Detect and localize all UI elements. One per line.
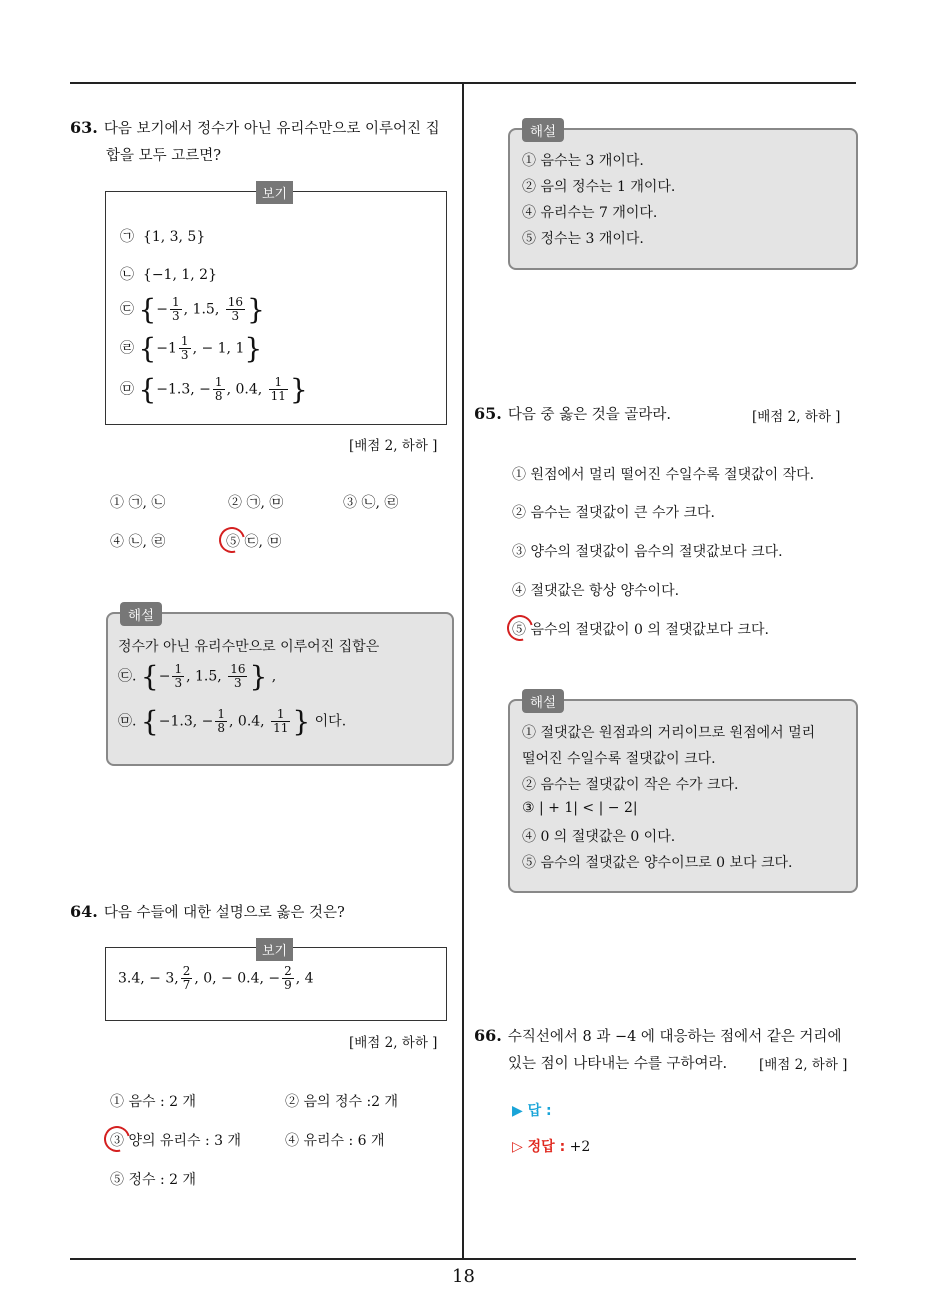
q63-example-tag: 보기: [256, 181, 293, 204]
q63-solution-line-1: 정수가 아닌 유리수만으로 이루어진 집합은: [118, 639, 380, 655]
q65-solution-line-3: ② 음수는 절댓값이 작은 수가 크다.: [522, 777, 739, 793]
q64-solution-line-3: ④ 유리수는 7 개이다.: [522, 205, 658, 221]
q65-solution-line-5: ④ 0 의 절댓값은 0 이다.: [522, 829, 676, 845]
q64-number: 64.: [70, 902, 98, 921]
q65-text: 다음 중 옳은 것을 골라라.: [507, 407, 671, 423]
q63-item-c: ㉢ {− $\frac{1}{3}$ , 1.5, $\frac{16}{3}$ }: [120, 293, 265, 326]
q64-choice-1[interactable]: ① 음수 : 2 개: [110, 1094, 196, 1110]
q65-choice-5[interactable]: ⑤ 음수의 절댓값이 0 의 절댓값보다 크다.: [512, 622, 769, 638]
q64-score: [배점 2, 하하 ]: [349, 1035, 438, 1051]
q66-number: 66.: [474, 1026, 502, 1045]
q63-answer-mark: [214, 522, 250, 558]
q63-item-b: ㉡ {−1, 1, 2}: [120, 267, 217, 283]
q64-choice-2[interactable]: ② 음의 정수 :2 개: [285, 1094, 399, 1110]
q65-solution-tag: 해설: [522, 689, 564, 713]
q65-choice-2[interactable]: ② 음수는 절댓값이 큰 수가 크다.: [512, 505, 715, 521]
q64-choice-4[interactable]: ④ 유리수 : 6 개: [285, 1133, 385, 1149]
page-number: 18: [452, 1266, 475, 1287]
q64-choice-5[interactable]: ⑤ 정수 : 2 개: [110, 1172, 196, 1188]
q64-solution-tag: 해설: [522, 118, 564, 142]
q66-score: [배점 2, 하하 ]: [759, 1057, 848, 1073]
q65-solution-line-6: ⑤ 음수의 절댓값은 양수이므로 0 보다 크다.: [522, 855, 793, 871]
q63-choice-1[interactable]: ① ㉠, ㉡: [110, 495, 166, 511]
q63-choice-4[interactable]: ④ ㉡, ㉣: [110, 534, 166, 550]
q66-text-1: 수직선에서 8 과 −4 에 대응하는 점에서 같은 거리에: [507, 1029, 842, 1045]
q65-solution-line-1: ① 절댓값은 원점과의 거리이므로 원점에서 멀리: [522, 725, 816, 741]
q63-item-e: ㉤ {−1.3, − $\frac{1}{8}$ , 0.4, $\frac{1}{11}$ }: [120, 373, 308, 406]
q63-choice-5[interactable]: ⑤ ㉢, ㉤: [226, 534, 282, 550]
q64-text: 다음 수들에 대한 설명으로 옳은 것은?: [103, 905, 345, 921]
bottom-rule: [70, 1258, 856, 1260]
q63-solution-line-2: ㉢. {− $\frac{1}{3}$ , 1.5, $\frac{16}{3}$ } ,: [118, 660, 277, 693]
q64-solution-line-4: ⑤ 정수는 3 개이다.: [522, 231, 644, 247]
q64-question: [70, 898, 345, 927]
q66-text-2: 있는 점이 나타내는 수를 구하여라.: [508, 1056, 728, 1072]
q63-choice-3[interactable]: ③ ㉡, ㉣: [343, 495, 399, 511]
q65-score: [배점 2, 하하 ]: [752, 409, 841, 425]
q64-example-tag: 보기: [256, 938, 293, 961]
q64-solution-line-2: ② 음의 정수는 1 개이다.: [522, 179, 676, 195]
q66-answer-label: ▶ 답 :: [512, 1103, 552, 1119]
q63-item-a: ㉠ {1, 3, 5}: [120, 229, 206, 245]
q65-solution-line-2: 떨어진 수일수록 절댓값이 크다.: [522, 751, 716, 767]
q63-item-d: ㉣ {−1 $\frac{1}{3}$ , − 1, 1}: [120, 332, 263, 365]
q63-number: 63.: [70, 118, 98, 137]
q64-choice-3[interactable]: ③ 양의 유리수 : 3 개: [110, 1133, 242, 1149]
q65-choice-1[interactable]: ① 원점에서 멀리 떨어진 수일수록 절댓값이 작다.: [512, 467, 815, 483]
q63-choice-2[interactable]: ② ㉠, ㉤: [228, 495, 284, 511]
q64-solution-line-1: ① 음수는 3 개이다.: [522, 153, 644, 169]
q66-correct-label: ▷ 정답 :: [512, 1139, 566, 1155]
q63-solution-line-3: ㉤. {−1.3, − $\frac{1}{8}$ , 0.4, $\frac{1}{11}$ } 이다.: [118, 705, 347, 738]
q65-choice-4[interactable]: ④ 절댓값은 항상 양수이다.: [512, 583, 680, 599]
q63-score: [배점 2, 하하 ]: [349, 438, 438, 454]
q65-choice-3[interactable]: ③ 양수의 절댓값이 음수의 절댓값보다 크다.: [512, 544, 783, 560]
q65-number: 65.: [474, 404, 502, 423]
q65-solution-line-4: ③ | + 1| < | − 2|: [522, 800, 638, 816]
q64-number-list: 3.4, − 3, $\frac{2}{7}$ , 0, − 0.4, − $\frac{2}{9}$ , 4: [118, 964, 314, 992]
q63-text-2: 합을 모두 고르면?: [106, 148, 222, 164]
q66-correct-answer: [512, 1136, 590, 1156]
q63-question: [70, 114, 440, 170]
q65-question: [474, 400, 671, 429]
q64-answer-mark: [99, 1121, 135, 1157]
q63-solution-tag: 해설: [120, 602, 162, 626]
q66-correct-value: +2: [569, 1139, 591, 1155]
column-divider: [462, 82, 464, 1260]
q65-answer-mark: [502, 610, 538, 646]
q63-text-1: 다음 보기에서 정수가 아닌 유리수만으로 이루어진 집: [103, 121, 440, 137]
